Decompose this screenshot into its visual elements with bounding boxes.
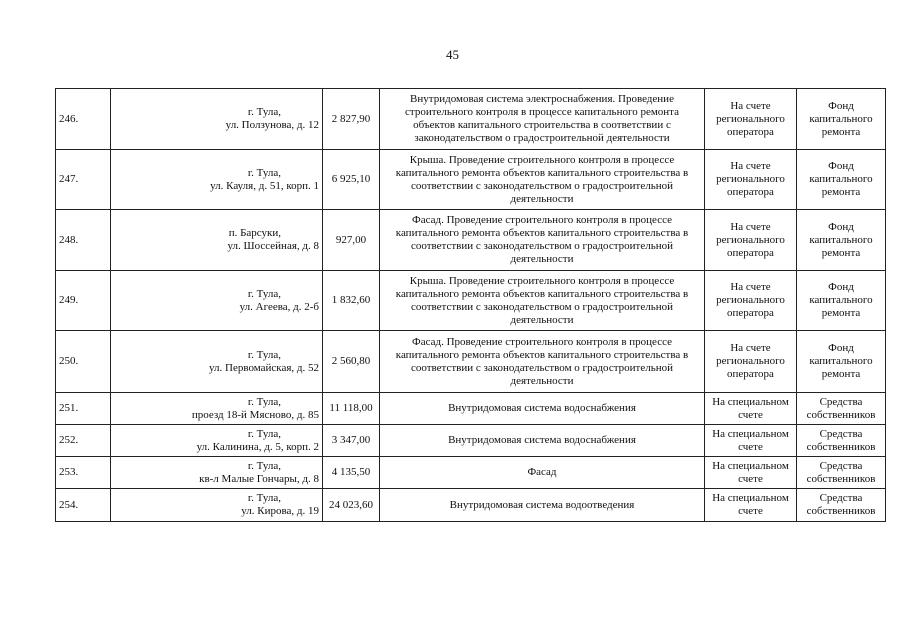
table-row — [56, 457, 886, 489]
funding-source: Фонд капитального ремонта — [797, 150, 886, 210]
account-type: На специальном счете — [705, 425, 797, 457]
account-type: На счете регионального оператора — [705, 89, 797, 150]
address-street: кв-л Малые Гончары, д. 8 — [199, 472, 319, 485]
address-street: ул. Ползунова, д. 12 — [225, 119, 319, 131]
address-street: ул. Шоссейная, д. 8 — [227, 240, 319, 252]
work-description: Фасад. Проведение строительного контроля в процессе капитального ремонта объектов капитального строительства в соответствии с законодательством о градостроительной деятельности — [380, 210, 705, 271]
row-number: 250. — [56, 331, 111, 393]
table-row — [56, 489, 886, 522]
address-street: ул. Кауля, д. 51, корп. 1 — [210, 179, 319, 192]
funding-source: Фонд капитального ремонта — [797, 331, 886, 393]
cost-value: 2 827,90 — [323, 89, 380, 150]
table-row — [56, 150, 886, 210]
cost-value: 24 023,60 — [323, 489, 380, 522]
address-city: г. Тула, — [247, 287, 281, 300]
address-street: ул. Первомайская, д. 52 — [209, 361, 319, 374]
funding-source: Фонд капитального ремонта — [797, 271, 886, 331]
address-city: г. Тула, — [247, 106, 281, 118]
table-row — [56, 210, 886, 271]
account-type: На счете регионального оператора — [705, 331, 797, 393]
address-cell — [111, 393, 323, 425]
table-row — [56, 393, 886, 425]
cost-value: 4 135,50 — [323, 457, 380, 489]
address-cell — [111, 425, 323, 457]
address-street: ул. Агеева, д. 2-б — [239, 300, 319, 313]
page-number: 45 — [446, 47, 459, 62]
cost-value: 2 560,80 — [323, 331, 380, 393]
funding-source: Средства собственников — [797, 393, 886, 425]
work-description: Внутридомовая система водоснабжения — [380, 393, 705, 425]
work-description: Внутридомовая система водоснабжения — [380, 425, 705, 457]
address-street: ул. Кирова, д. 19 — [241, 505, 319, 517]
row-number: 253. — [56, 457, 111, 489]
address-cell — [111, 89, 323, 150]
cost-value: 3 347,00 — [323, 425, 380, 457]
table-row — [56, 331, 886, 393]
address-city: г. Тула, — [247, 459, 281, 472]
work-description: Крыша. Проведение строительного контроля в процессе капитального ремонта объектов капитального строительства в соответствии с законодательством о градостроительной деятельности — [380, 150, 705, 210]
cost-value: 6 925,10 — [323, 150, 380, 210]
funding-source: Фонд капитального ремонта — [797, 89, 886, 150]
row-number: 248. — [56, 210, 111, 271]
address-city: г. Тула, — [247, 348, 281, 361]
address-cell — [111, 489, 323, 522]
address-cell — [111, 271, 323, 331]
row-number: 254. — [56, 489, 111, 522]
address-cell — [111, 331, 323, 393]
account-type: На специальном счете — [705, 457, 797, 489]
funding-source: Средства собственников — [797, 457, 886, 489]
row-number: 249. — [56, 271, 111, 331]
work-description: Фасад — [380, 457, 705, 489]
address-city: г. Тула, — [247, 492, 281, 504]
address-city: п. Барсуки, — [228, 227, 281, 239]
address-city: г. Тула, — [247, 427, 281, 440]
table-body — [56, 89, 886, 522]
address-city: г. Тула, — [247, 166, 281, 179]
address-cell — [111, 150, 323, 210]
row-number: 247. — [56, 150, 111, 210]
account-type: На специальном счете — [705, 393, 797, 425]
account-type: На счете регионального оператора — [705, 210, 797, 271]
address-street: ул. Калинина, д. 5, корп. 2 — [196, 440, 319, 453]
capital-repair-table — [55, 88, 886, 522]
account-type: На счете регионального оператора — [705, 150, 797, 210]
funding-source: Средства собственников — [797, 489, 886, 522]
work-description: Внутридомовая система водоотведения — [380, 489, 705, 522]
address-street: проезд 18-й Мясново, д. 85 — [191, 408, 319, 421]
table-row — [56, 425, 886, 457]
work-description: Внутридомовая система электроснабжения. Проведение строительного контроля в процессе капитального ремонта объектов капитального строительства в соответствии с законодательством о градостроительной деятельности — [380, 89, 705, 150]
address-city: г. Тула, — [247, 395, 281, 408]
table-row — [56, 89, 886, 150]
address-cell — [111, 210, 323, 271]
work-description: Крыша. Проведение строительного контроля в процессе капитального ремонта объектов капитального строительства в соответствии с законодательством о градостроительной деятельности — [380, 271, 705, 331]
row-number: 246. — [56, 89, 111, 150]
funding-source: Фонд капитального ремонта — [797, 210, 886, 271]
work-description: Фасад. Проведение строительного контроля в процессе капитального ремонта объектов капитального строительства в соответствии с законодательством о градостроительной деятельности — [380, 331, 705, 393]
cost-value: 1 832,60 — [323, 271, 380, 331]
table-row — [56, 271, 886, 331]
row-number: 251. — [56, 393, 111, 425]
funding-source: Средства собственников — [797, 425, 886, 457]
account-type: На счете регионального оператора — [705, 271, 797, 331]
address-cell — [111, 457, 323, 489]
cost-value: 11 118,00 — [323, 393, 380, 425]
cost-value: 927,00 — [323, 210, 380, 271]
account-type: На специальном счете — [705, 489, 797, 522]
row-number: 252. — [56, 425, 111, 457]
